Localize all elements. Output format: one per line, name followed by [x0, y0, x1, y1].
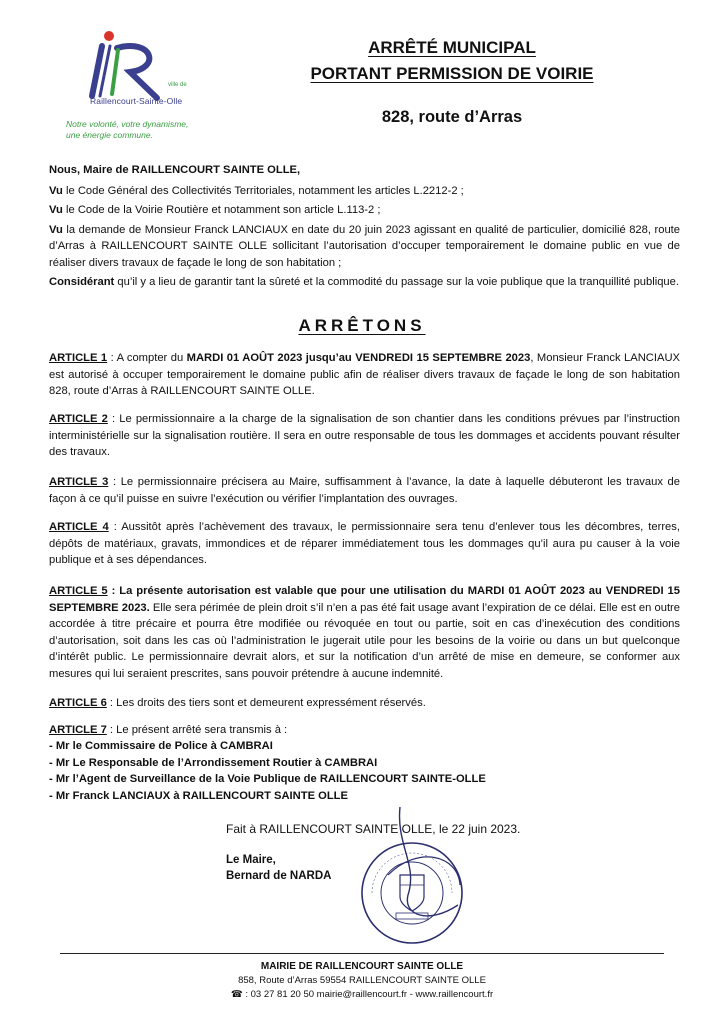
logo-town-name: Raillencourt-Sainte-Olle [90, 96, 183, 106]
logo-tagline-line-2: une énergie commune. [66, 130, 153, 140]
logo-ville-de: ville de [168, 82, 187, 88]
article-1 [49, 350, 680, 400]
vu-paragraph-1 [49, 183, 680, 200]
vu-text: le Code Général des Collectivités Territoriales, notamment les articles L.2212-2 ; [62, 184, 464, 197]
footer-org: MAIRIE DE RAILLENCOURT SAINTE OLLE [260, 961, 464, 972]
title-line-2: PORTANT PERMISSION DE VOIRIE [310, 64, 594, 83]
document-title [0, 38, 724, 58]
logo-tagline-line-1: Notre volonté, votre dynamisme, [66, 119, 189, 129]
article-label: ARTICLE 2 [49, 413, 108, 425]
article-text: : Le permissionnaire a la charge de la signalisation de son chantier dans les conditions prévues par l’instruction interministérielle sur la signalisation routière. Il sera en outre responsable de tous les dommages et accidents pouvant résulter des travaux. [49, 413, 680, 458]
list-item: - Mr le Commissaire de Police à CAMBRAI [49, 740, 273, 752]
article-label: ARTICLE 6 [49, 697, 107, 709]
considerant-key: Considérant [49, 276, 115, 288]
list-item: - Mr Franck LANCIAUX à RAILLENCOURT SAINTE OLLE [49, 789, 348, 802]
article-label: ARTICLE 7 [49, 724, 107, 736]
title-line-1: ARRÊTÉ MUNICIPAL [368, 38, 536, 57]
vu-key: Vu [49, 204, 63, 216]
article-6 [49, 695, 680, 712]
arretons-heading: ARRÊTONS [298, 316, 426, 335]
document-address: 828, route d’Arras [381, 108, 523, 126]
article-dates: MARDI 01 AOÛT 2023 jusqu’au VENDREDI 15 SEPTEMBRE 2023 [186, 352, 531, 364]
article-2 [49, 411, 680, 461]
footer-contact: ☎ : 03 27 81 20 50 mairie@raillencourt.fr - www.raillencourt.fr [230, 989, 494, 1000]
official-seal-and-signature [348, 805, 468, 955]
considerant-text: qu’il y a lieu de garantir tant la sûreté et la commodité du passage sur la voie publique que la tranquillité publique. [114, 276, 679, 288]
article-3 [49, 474, 680, 507]
article-text: Elle sera périmée de plein droit s’il n’en a pas été fait usage avant l’expiration de ce délai. Elle est en outre accordée à titre précaire et pourra être modifiée ou révoquée en tout ou partie, soit en cas d’inexécution des conditions d’autorisation, soit dans les cas où l’administration le jugerait utile pour les besoins de la voirie ou dans un but quelconque d’intérêt public. Le permissionnaire devrait alors, et sur la notification d’un arrêté de mise en demeure, se conformer aux mesures qui lui seraient prescrites, sans pouvoir prétendre à aucune indemnité. [49, 601, 680, 680]
vu-text: la demande de Monsieur Franck LANCIAUX en date du 20 juin 2023 agissant en qualité de particulier, domicilié 828, route d’Arras à RAILLENCOURT SAINTE OLLE sollicitant l’autorisation d’occuper temporairement le domaine public en vue de réaliser divers travaux de façade le long de son habitation ; [49, 223, 680, 269]
preamble [49, 162, 680, 291]
article-text: : A compter du [107, 352, 187, 364]
article-text: : Aussitôt après l’achèvement des travaux, le permissionnaire sera tenu d’enlever tous les décombres, terres, dépôts de matériaux, gravats, immondices et de réparer immédiatement tous les dommages qu’il aura pu causer à la voie publique et à ses dépendances. [49, 521, 680, 566]
vu-key: Vu [49, 223, 63, 236]
article-7 [49, 722, 680, 739]
article-4 [49, 519, 680, 569]
signatory-name: Bernard de NARDA [226, 870, 332, 882]
footer [0, 960, 724, 1002]
vu-paragraph-2 [49, 202, 680, 219]
signatory-role: Le Maire, [226, 854, 276, 866]
vu-text: le Code de la Voirie Routière et notamment son article L.113-2 ; [62, 204, 381, 216]
footer-divider [60, 953, 664, 954]
article-text: : Les droits des tiers sont et demeurent expressément réservés. [106, 697, 426, 709]
footer-address: 858, Route d’Arras 59554 RAILLENCOURT SAINTE OLLE [238, 975, 486, 986]
list-item: - Mr Le Responsable de l’Arrondissement Routier à CAMBRAI [49, 756, 378, 769]
article-label: ARTICLE 4 [49, 521, 109, 533]
article-text: , Monsieur Franck LANCIAUX est autorisé à occuper temporairement le domaine public afin de réaliser divers travaux de façade le long de son habitation 828, route d’Arras à RAILLENCOURT SAINTE OLLE. [49, 352, 680, 397]
document-subtitle [0, 64, 724, 84]
vu-key: Vu [49, 184, 63, 197]
list-item: - Mr l’Agent de Surveillance de la Voie Publique de RAILLENCOURT SAINTE-OLLE [49, 773, 486, 785]
vu-paragraph-3 [49, 222, 680, 272]
signatory [226, 852, 331, 884]
article-5 [49, 583, 680, 682]
article-label: ARTICLE 5 [49, 585, 108, 597]
considerant-paragraph [49, 274, 680, 291]
recipients-list [49, 738, 486, 804]
article-bold-text: : La présente autorisation est valable que pour une utilisation du MARDI 01 AOÛT 2023 au VENDREDI 15 SEPTEMBRE 2023. [49, 585, 680, 614]
article-label: ARTICLE 3 [49, 476, 109, 488]
nous-line: Nous, Maire de RAILLENCOURT SAINTE OLLE, [49, 164, 301, 176]
article-text: : Le présent arrêté sera transmis à : [106, 724, 288, 736]
article-text: : Le permissionnaire précisera au Maire, suffisamment à l’avance, la date à laquelle débuteront les travaux de façon à ce qu’il puisse en suivre l’exécution ou vérifier l’implantation des ouvrages. [49, 476, 680, 505]
signature-place-date: Fait à RAILLENCOURT SAINTE OLLE, le 22 juin 2023. [226, 822, 521, 836]
article-label: ARTICLE 1 [49, 352, 108, 364]
